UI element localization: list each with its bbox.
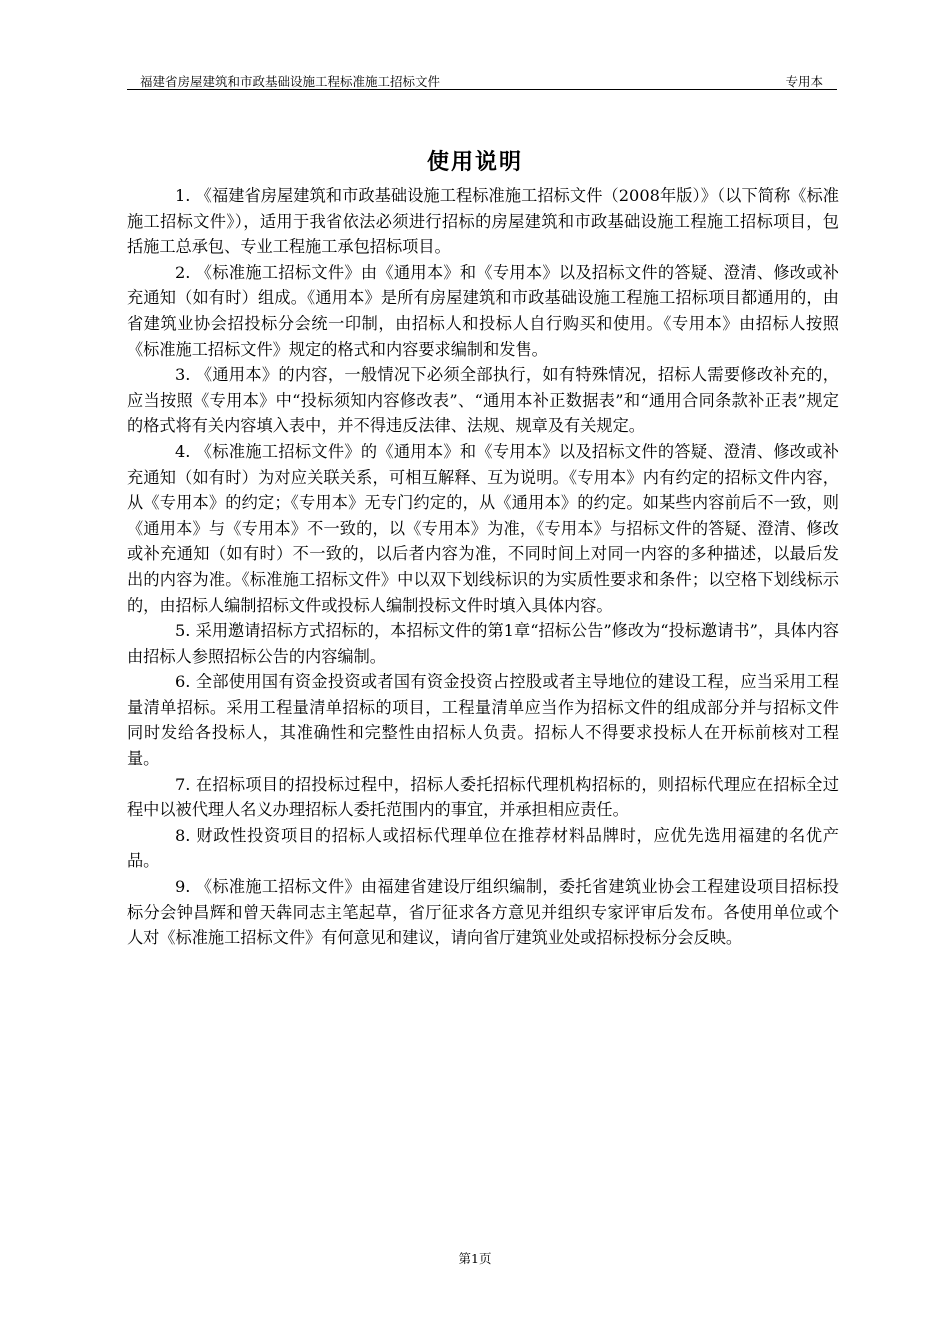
paragraph-1: 1. 《福建省房屋建筑和市政基础设施工程标准施工招标文件（2008年版）》（以下简称《标准施工招标文件》），适用于我省依法必须进行招标的房屋建筑和市政基础设施工程施工招标项目，包括施工总承包、专业工程施工承包招标项目。: [127, 186, 839, 257]
paragraph-7: 7. 在招标项目的招投标过程中，招标人委托招标代理机构招标的，则招标代理应在招标全过程中以被代理人名义办理招标人委托范围内的事宜，并承担相应责任。: [127, 774, 839, 820]
paragraph-2: 2. 《标准施工招标文件》由《通用本》和《专用本》以及招标文件的答疑、澄清、修改或补充通知（如有时）组成。《通用本》是所有房屋建筑和市政基础设施工程施工招标项目都通用的，由省建筑业协会招投标分会统一印制，由招标人和投标人自行购买和使用。《专用本》由招标人按照《标准施工招标文件》规定的格式和内容要求编制和发售。: [127, 262, 839, 359]
header-document-title: 福建省房屋建筑和市政基础设施工程标准施工招标文件: [140, 74, 441, 89]
page-title: 使用说明: [426, 150, 523, 175]
paragraph-4: 4. 《标准施工招标文件》的《通用本》和《专用本》以及招标文件的答疑、澄清、修改或补充通知（如有时）为对应关联关系，可相互解释、互为说明。《专用本》内有约定的招标文件内容，从《专用本》的约定；《专用本》无专门约定的，从《通用本》的约定。如某些内容前后不一致，则《通用本》与《专用本》不一致的，以《专用本》为准，《专用本》与招标文件的答疑、澄清、修改或补充通知（如有时）不一致的，以后者内容为准，不同时间上对同一内容的多种描述，以最后发出的内容为准。《标准施工招标文件》中以双下划线标识的为实质性要求和条件；以空格下划线标示的，由招标人编制招标文件或投标人编制投标文件时填入具体内容。: [127, 441, 839, 615]
paragraph-3: 3. 《通用本》的内容，一般情况下必须全部执行，如有特殊情况，招标人需要修改补充的，应当按照《专用本》中“投标须知内容修改表”、“通用本补正数据表”和“通用合同条款补正表”规定的格式将有关内容填入表中，并不得违反法律、法规、规章及有关规定。: [127, 365, 839, 436]
paragraph-5: 5. 采用邀请招标方式招标的，本招标文件的第1章“招标公告”修改为“投标邀请书”，具体内容由招标人参照招标公告的内容编制。: [127, 621, 839, 666]
page-number: 第1页: [458, 1251, 492, 1266]
header-edition-label: 专用本: [785, 74, 823, 89]
paragraph-9: 9. 《标准施工招标文件》由福建省建设厅组织编制，委托省建筑业协会工程建设项目招标投标分会钟昌辉和曾天犇同志主笔起草，省厅征求各方意见并组织专家评审后发布。各使用单位或个人对《标准施工招标文件》有何意见和建议，请向省厅建筑业处或招标投标分会反映。: [127, 877, 839, 948]
paragraph-8: 8. 财政性投资项目的招标人或招标代理单位在推荐材料品牌时，应优先选用福建的名优产品。: [127, 825, 839, 871]
paragraph-6: 6. 全部使用国有资金投资或者国有资金投资占控股或者主导地位的建设工程，应当采用工程量清单招标。采用工程量清单招标的项目，工程量清单应当作为招标文件的组成部分并与招标文件同时发给各投标人，其准确性和完整性由招标人负责。招标人不得要求投标人在开标前核对工程量。: [127, 672, 839, 769]
page-header: [127, 71, 837, 90]
instructions-body: [127, 183, 839, 951]
